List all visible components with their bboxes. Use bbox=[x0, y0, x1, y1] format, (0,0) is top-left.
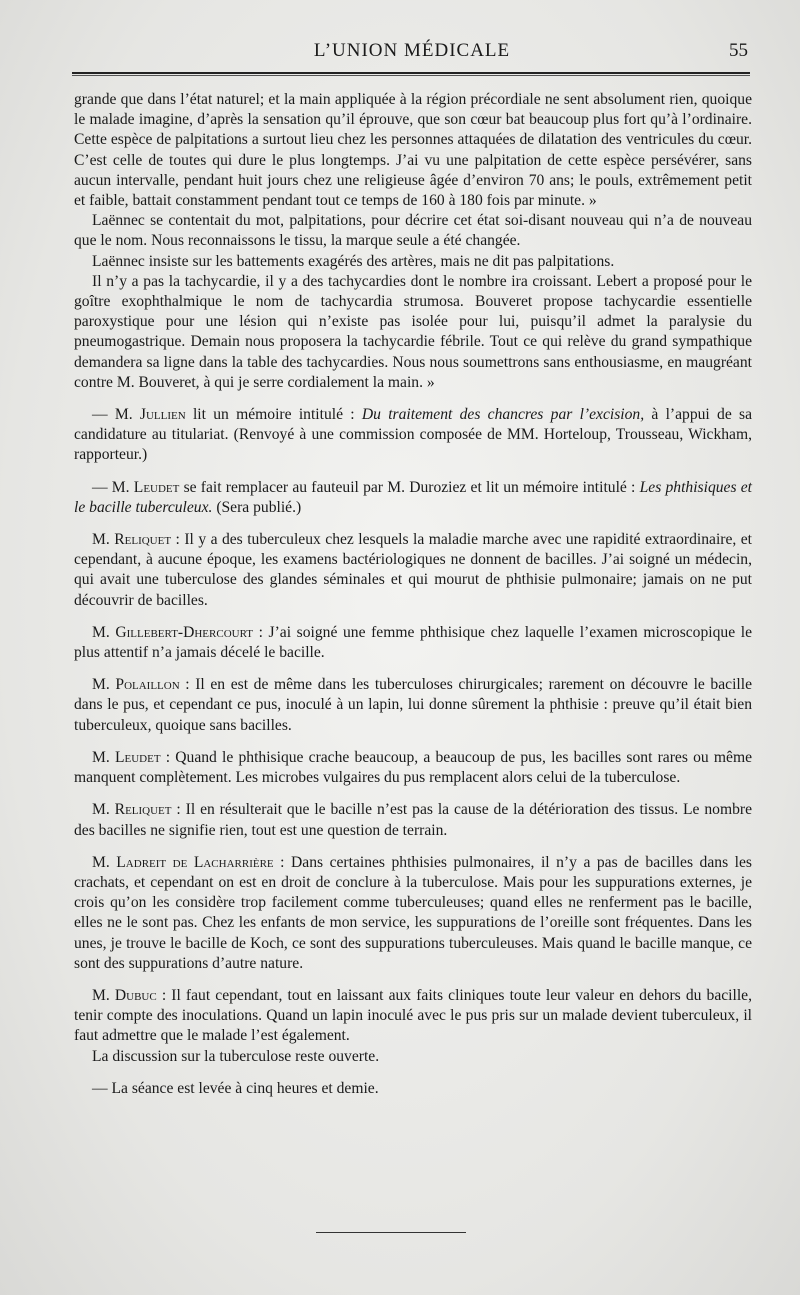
paragraph-text: se fait remplacer au fauteuil par M. Duroziez et lit un mémoire intitulé : bbox=[179, 478, 640, 496]
memoir-title: Du traitement des chancres par l’excision, bbox=[361, 406, 645, 424]
speaker-lead: M. bbox=[92, 748, 115, 766]
speaker-name: Ladreit de Lacharrière bbox=[116, 853, 274, 871]
paragraph-jullien bbox=[74, 405, 752, 466]
speaker-name: Reliquet bbox=[114, 531, 172, 549]
paragraph-laennec-1: Laënnec se contentait du mot, palpitations, pour décrire cet état soi-disant nouveau qui n’a de nouveau que le nom. Nous reconnaissons le tissu, la marque seule a été changée. bbox=[74, 212, 752, 250]
paragraph-text: : Il y a des tuberculeux chez lesquels la maladie marche avec une rapidité extraordinaire, et cependant, à aucune époque, les examens bactériologiques ne donnent de bacilles. J’ai soigné un médecin, qui avait une tuberculose des glandes séminales et qui mourut de phthisie pulmonaire; jamais on ne put découvrir de bacilles. bbox=[74, 531, 752, 609]
paragraph-text: (Sera publié.) bbox=[212, 498, 302, 516]
paragraph-tachycardies: Il n’y a pas la tachycardie, il y a des tachycardies dont le nombre ira croissant. Lebert a proposé pour le goître exophthalmique le nom de tachycardia strumosa. Bouveret propose tachycardie essentielle paroxystique pour une lésion qui n’existe pas isolée pour lui, puisqu’il admet la paralysie du pneumogastrique. Demain nous proposera la tachycardie fébrile. Tout ce qui relève du grand sympathique demandera sa ligne dans la table des tachycardies. Nous nous soumettrons sans enthousiasme, en maugréant contre M. Bouveret, à qui je serre cordialement la main. » bbox=[74, 272, 752, 391]
speaker-name: Leudet bbox=[133, 478, 180, 496]
paragraph-text: : Quand le phthisique crache beaucoup, a beaucoup de pus, les bacilles sont rares ou même manquent complètement. Les microbes vulgaires du pus remplacent alors celui de la tuberculose. bbox=[74, 748, 752, 787]
paragraph-text: : Dans certaines phthisies pulmonaires, il n’y a pas de bacilles dans les crachats, et cependant on est en droit de conclure à la tuberculose. Mais pour les suppurations externes, je crois qu’on les considère trop facilement comme tuberculeuses; quand elles ne renferment pas le bacille, elles ne le sont pas. Chez les enfants de mon service, les suppurations de l’oreille sont fréquentes. Dans les unes, je trouve le bacille de Koch, ce sont des suppurations tuberculeuses. Mais quand le bacille manque, ce sont des suppurations d’autre nature. bbox=[74, 853, 752, 972]
paragraph-reliquet-2 bbox=[74, 800, 752, 840]
paragraph-quote-end: grande que dans l’état naturel; et la main appliquée à la région précordiale ne sent absolument rien, quoique le malade imagine, d’après la sensation qu’il éprouve, que son cœur bat beaucoup plus fort qu’à l’ordinaire. Cette espèce de palpitations a surtout lieu chez les personnes attaquées de dilatation des ventricules du cœur. C’est celle de toutes qui dure le plus longtemps. J’ai vu une palpitation de cette espèce persévérer, sans aucun intervalle, pendant huit jours chez une religieuse âgée d’environ 70 ans; le pouls, extrêmement petit et faible, battait constamment pendant tout ce temps de 160 à 180 fois par minute. » bbox=[74, 91, 752, 210]
paragraph-text: : Il faut cependant, tout en laissant aux faits cliniques toute leur valeur en dehors du bacille, tenir compte des inoculations. Quand un lapin inoculé avec le pus pris sur un malade devient tuberculeux, il faut admettre que le malade l’est également. bbox=[74, 986, 752, 1045]
page-number: 55 bbox=[729, 40, 748, 61]
paragraph-dubuc bbox=[74, 986, 752, 1047]
paragraph-text: : Il en résulterait que le bacille n’est pas la cause de la détérioration des tissus. Le nombre des bacilles ne signifie rien, tout est une question de terrain. bbox=[74, 801, 752, 839]
speaker-lead: M. bbox=[92, 801, 115, 819]
paragraph-reliquet-1 bbox=[74, 530, 752, 611]
memoir-title: Les phthisiques et le bacille tuberculeux. bbox=[74, 478, 752, 516]
speaker-lead: — M. bbox=[92, 478, 134, 496]
speaker-lead: M. bbox=[92, 623, 116, 641]
paragraph-discussion: La discussion sur la tuberculose reste ouverte. bbox=[92, 1047, 380, 1065]
article-body bbox=[74, 90, 752, 1099]
page-header bbox=[72, 40, 752, 70]
paragraph-leudet bbox=[74, 748, 752, 788]
paragraph-laennec-2: Laënnec insiste sur les battements exagérés des artères, mais ne dit pas palpitations. bbox=[92, 252, 615, 270]
paragraph-text: : J’ai soigné une femme phthisique chez laquelle l’examen microscopique le plus attentif n’a jamais décelé le bacille. bbox=[74, 623, 752, 662]
paragraph-text: à l’appui de sa candidature au titulariat. (Renvoyé à une commission composée de MM. Horteloup, Trousseau, Wickham, rapporteur.) bbox=[74, 406, 753, 464]
speaker-lead: M. bbox=[92, 986, 115, 1004]
paragraph-polaillon bbox=[74, 675, 752, 736]
speaker-lead: M. bbox=[92, 676, 116, 694]
paragraph-gillebert bbox=[74, 623, 752, 663]
header-rule bbox=[72, 72, 750, 76]
speaker-name: Dubuc bbox=[114, 986, 157, 1004]
speaker-name: Jullien bbox=[139, 406, 186, 424]
speaker-name: Reliquet bbox=[114, 801, 172, 819]
running-title: L’UNION MÉDICALE bbox=[313, 40, 511, 61]
speaker-lead: — M. bbox=[92, 406, 140, 424]
speaker-name: Gillebert-Dhercourt bbox=[115, 623, 253, 641]
paragraph-ladreit bbox=[74, 853, 752, 974]
paragraph-seance-levee: — La séance est levée à cinq heures et demie. bbox=[92, 1079, 379, 1097]
speaker-lead: M. bbox=[92, 853, 117, 871]
paragraph-text: lit un mémoire intitulé : bbox=[185, 406, 362, 424]
footer-rule bbox=[316, 1232, 466, 1233]
speaker-name: Polaillon bbox=[115, 676, 180, 694]
speaker-name: Leudet bbox=[114, 748, 161, 766]
paragraph-text: : Il en est de même dans les tuberculoses chirurgicales; rarement on découvre le bacille dans le pus, et cependant ce pus, inoculé à un lapin, lui donne sûrement la phthisie : preuve qu’il était bien tuberculeux, quoique sans bacilles. bbox=[74, 676, 752, 734]
speaker-lead: M. bbox=[92, 531, 115, 549]
paragraph-leudet-memoire bbox=[74, 478, 752, 518]
